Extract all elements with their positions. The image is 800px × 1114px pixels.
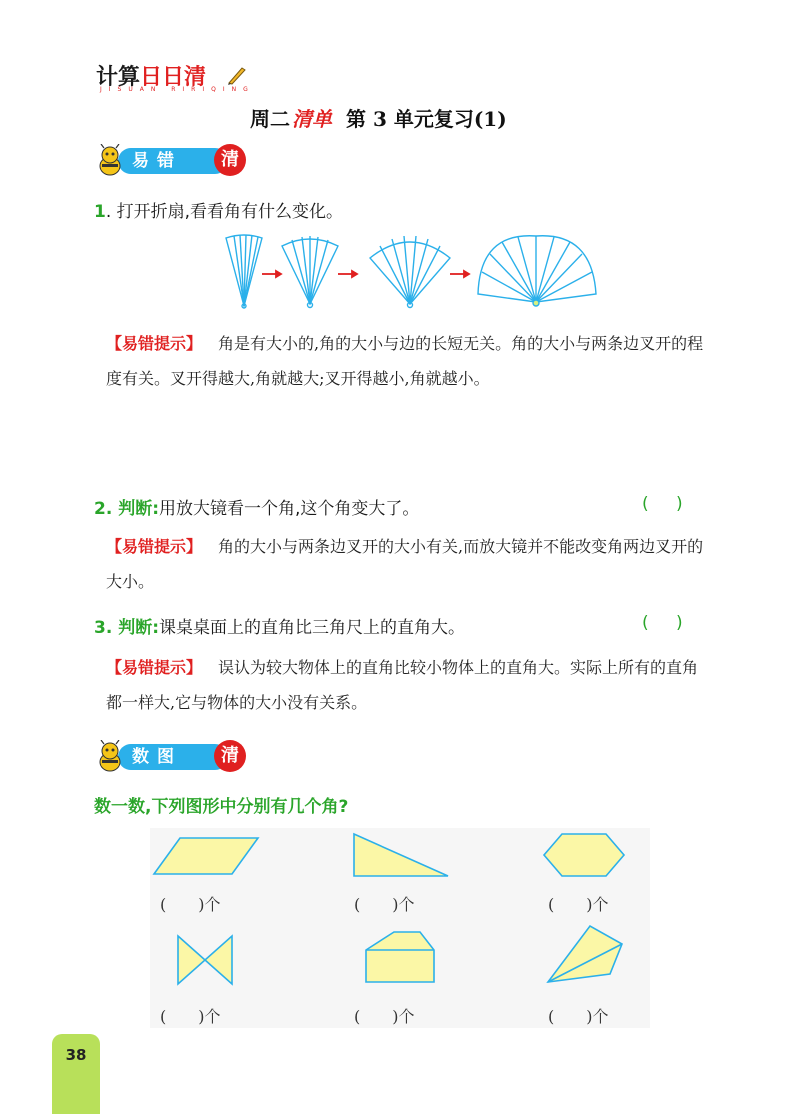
tip-text: 角的大小与两条边叉开的大小有关,而放大镜并不能改变角两边叉开的大小。	[106, 537, 704, 591]
fan-wider	[370, 236, 450, 308]
tip-label: 【易错提示】	[106, 334, 203, 353]
section-seal: 清	[214, 144, 246, 176]
question-2	[94, 494, 419, 519]
answer-paren[interactable]: ( )	[642, 613, 683, 633]
page-number: 38	[65, 1046, 87, 1064]
tip-block-1	[106, 326, 706, 396]
tip-text: 角是有大小的,角的大小与边的长短无关。角的大小与两条边叉开的程度有关。叉开得越大,角就越大;叉开得越小,角就越小。	[106, 334, 704, 388]
bee-mascot-icon	[94, 740, 128, 774]
question-number: 1	[94, 202, 106, 222]
answer-blank[interactable]: ( )个	[160, 895, 221, 914]
brand-text: 计算	[96, 65, 141, 90]
brand-highlight: 日日清	[140, 65, 207, 90]
question-3	[94, 613, 465, 638]
pen-icon	[226, 64, 248, 86]
title-day: 周二	[250, 107, 290, 131]
answer-blank[interactable]: ( )个	[354, 895, 415, 914]
tip-label: 【易错提示】	[106, 537, 203, 556]
hexagon-shape	[544, 834, 624, 876]
fan-closed	[226, 235, 262, 308]
question-text: 用放大镜看一个角,这个角变大了。	[159, 499, 420, 519]
answer-blank[interactable]: ( )个	[160, 1007, 221, 1026]
bee-mascot-icon	[94, 144, 128, 178]
tip-label: 【易错提示】	[106, 658, 203, 677]
question-number: 2	[94, 499, 106, 519]
arrow-icon	[464, 271, 469, 277]
section-header-count-shapes	[94, 740, 254, 770]
page-title	[250, 103, 507, 132]
fan-open	[478, 236, 596, 306]
section-label: 数图	[118, 744, 228, 770]
shapes-panel	[150, 828, 650, 1028]
answer-paren[interactable]: ( )	[642, 494, 683, 514]
answer-blank[interactable]: ( )个	[354, 1007, 415, 1026]
tip-block-2	[106, 529, 706, 599]
title-unit: 第 3 单元复习(1)	[346, 107, 507, 131]
section-header-mistakes	[94, 144, 254, 174]
question-text: . 打开折扇,看看角有什么变化。	[105, 202, 344, 222]
question-tag: . 判断:	[105, 618, 160, 638]
tip-block-3	[106, 650, 706, 720]
answer-blank[interactable]: ( )个	[548, 1007, 609, 1026]
question-text: 课桌桌面上的直角比三角尺上的直角大。	[159, 618, 466, 638]
question-number: 3	[94, 618, 106, 638]
folding-fan-sequence	[220, 232, 600, 312]
arrow-icon	[276, 271, 281, 277]
question-tag: . 判断:	[105, 499, 160, 519]
section-label: 易错	[118, 148, 228, 174]
fan-partial	[282, 236, 338, 308]
arrow-icon	[352, 271, 357, 277]
question-4: 数一数,下列图形中分别有几个角?	[94, 797, 349, 817]
question-1	[94, 197, 343, 222]
answer-blank[interactable]: ( )个	[548, 895, 609, 914]
section-seal: 清	[214, 740, 246, 772]
tip-text: 误认为较大物体上的直角比较小物体上的直角大。实际上所有的直角都一样大,它与物体的大小没有关系。	[106, 658, 699, 712]
brand-subtitle: JISUAN RIRIQING	[100, 86, 255, 93]
title-badge: 清单	[292, 107, 332, 131]
